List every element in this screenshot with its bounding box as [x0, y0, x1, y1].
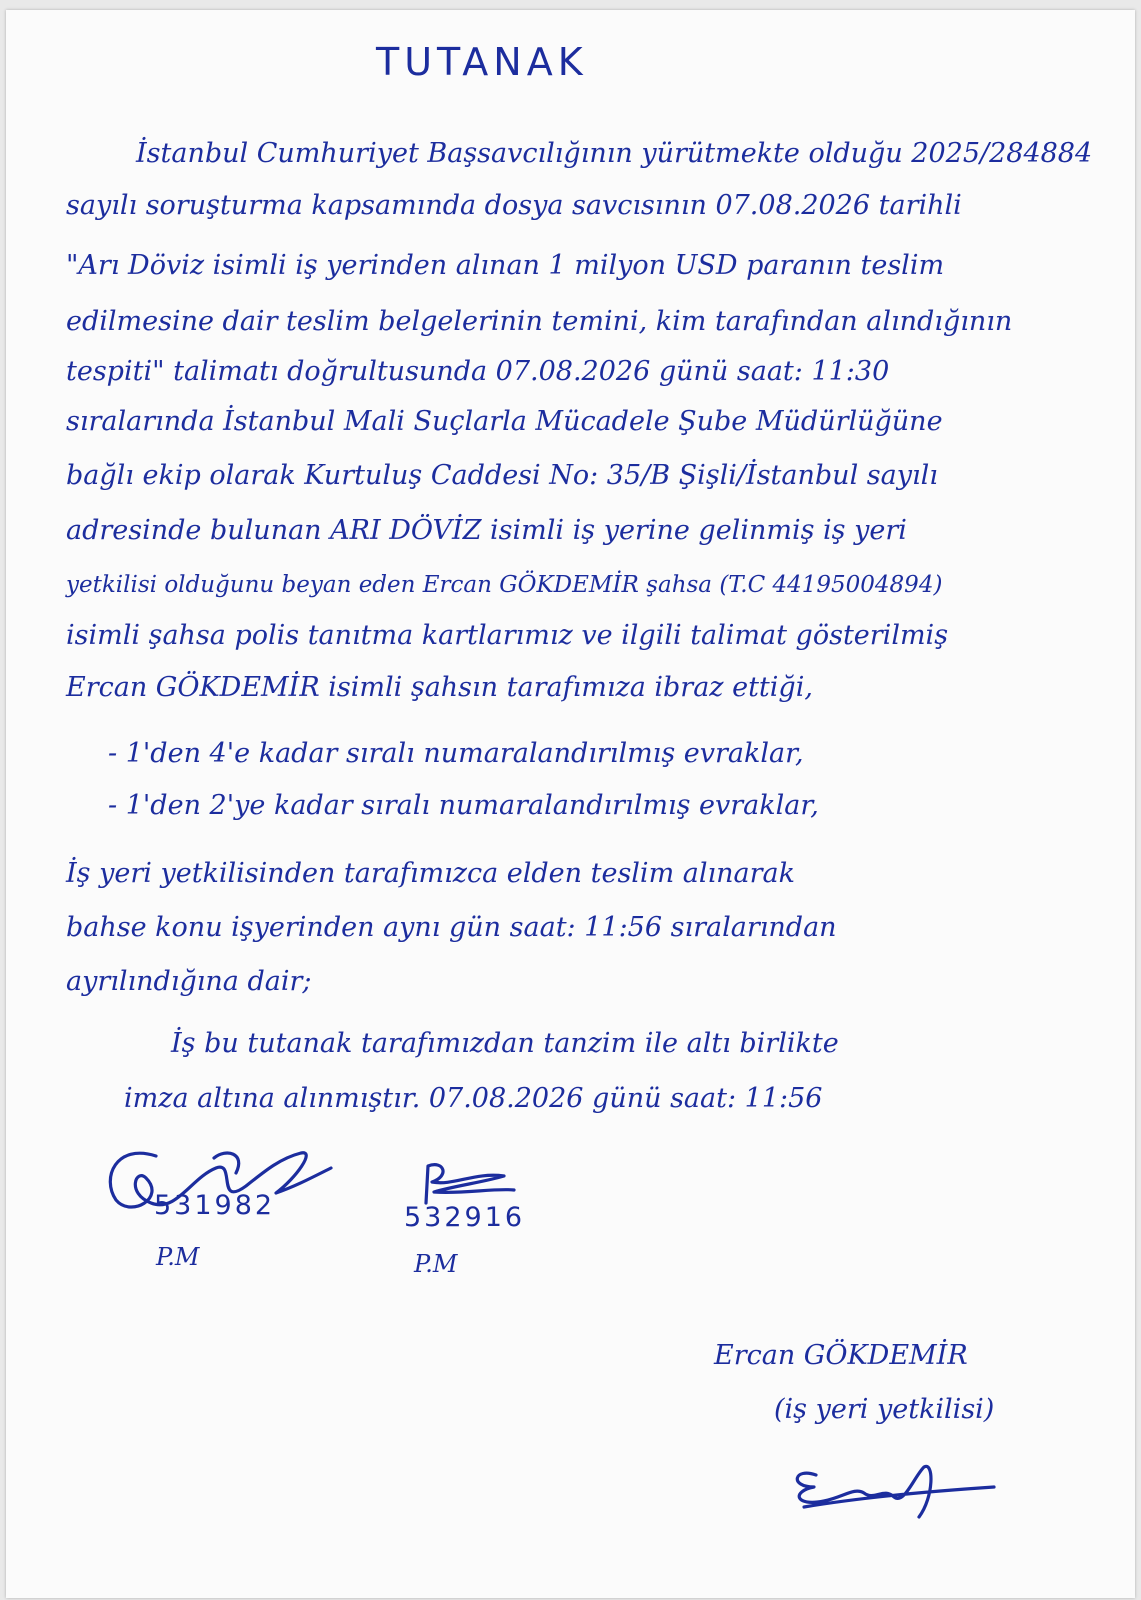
officer-2-badge: 532916: [404, 1202, 526, 1233]
body-line: isimli şahsa polis tanıtma kartlarımız ve ilgili talimat gösterilmiş: [66, 620, 949, 651]
officer-2-signature-icon: [414, 1158, 534, 1208]
official-role: (iş yeri yetkilisi): [774, 1394, 995, 1425]
officer-2-rank: P.M: [414, 1250, 458, 1278]
body-line: adresinde bulunan ARI DÖVİZ isimli iş yerine gelinmiş iş yeri: [66, 515, 907, 546]
body-line: sayılı soruşturma kapsamında dosya savcısının 07.08.2026 tarihli: [66, 190, 962, 221]
body-line: imza altına alınmıştır. 07.08.2026 günü saat: 11:56: [124, 1083, 823, 1114]
body-line: İş bu tutanak tarafımızdan tanzim ile altı birlikte: [171, 1028, 839, 1059]
officer-1-rank: P.M: [156, 1243, 200, 1271]
officer-1-badge: 531982: [154, 1190, 276, 1221]
bullet-item: - 1'den 2'ye kadar sıralı numaralandırılmış evraklar,: [108, 790, 819, 821]
document-page: [6, 10, 1135, 1598]
body-line: İş yeri yetkilisinden tarafımızca elden teslim alınarak: [66, 858, 795, 889]
officer-1-signature-block: [96, 1138, 356, 1271]
body-line: tespiti" talimatı doğrultusunda 07.08.2026 günü saat: 11:30: [66, 356, 890, 387]
officer-2-signature-block: [404, 1158, 534, 1278]
body-line: sıralarında İstanbul Mali Suçlarla Mücadele Şube Müdürlüğüne: [66, 406, 943, 437]
body-line: bağlı ekip olarak Kurtuluş Caddesi No: 35/B Şişli/İstanbul sayılı: [66, 460, 938, 491]
body-line: "Arı Döviz isimli iş yerinden alınan 1 milyon USD paranın teslim: [66, 250, 945, 281]
bullet-item: - 1'den 4'e kadar sıralı numaralandırılmış evraklar,: [108, 738, 804, 769]
official-name: Ercan GÖKDEMİR: [714, 1340, 968, 1371]
body-line: edilmesine dair teslim belgelerinin temini, kim tarafından alındığının: [66, 306, 1013, 337]
official-signature-icon: [784, 1457, 1004, 1527]
body-line: yetkilisi olduğunu beyan eden Ercan GÖKDEMİR şahsa (T.C 44195004894): [66, 572, 943, 598]
body-line: İstanbul Cumhuriyet Başsavcılığının yürütmekte olduğu 2025/284884: [136, 138, 1093, 169]
body-line: Ercan GÖKDEMİR isimli şahsın tarafımıza ibraz ettiği,: [66, 672, 813, 703]
body-line: ayrılındığına dair;: [66, 966, 312, 997]
body-line: bahse konu işyerinden aynı gün saat: 11:56 sıralarından: [66, 912, 837, 943]
document-title: TUTANAK: [376, 40, 588, 84]
official-signature: [784, 1457, 1004, 1531]
